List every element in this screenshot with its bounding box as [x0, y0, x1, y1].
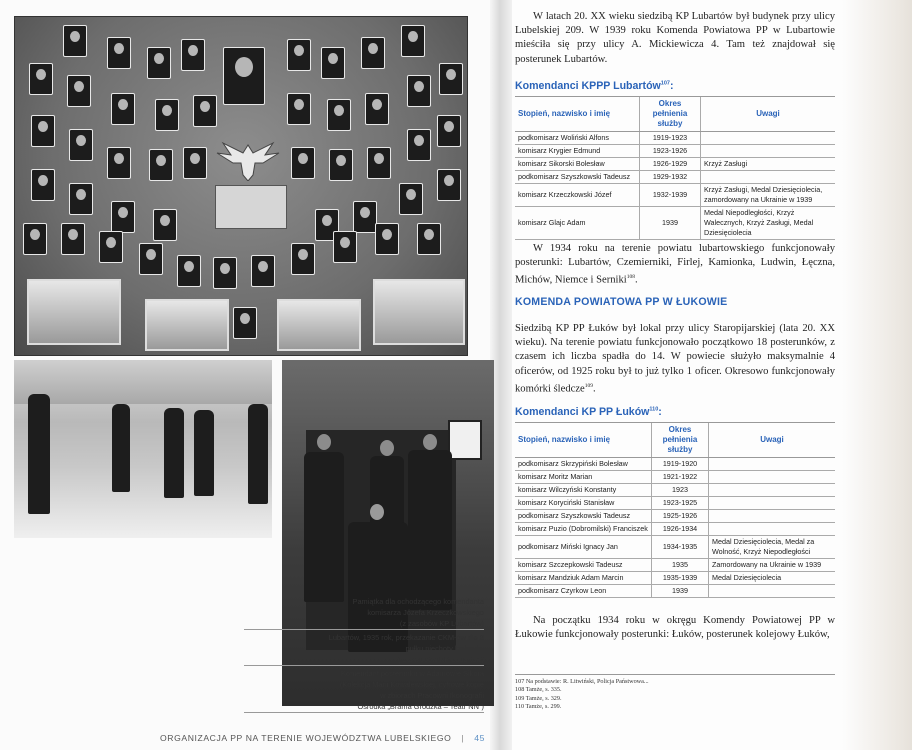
footnote: 109 Tamże, s. 329.	[515, 694, 562, 702]
eagle-crest-sign	[448, 420, 482, 460]
portrait	[183, 147, 207, 179]
cell-notes	[709, 458, 836, 471]
table-row	[515, 572, 835, 585]
portrait	[99, 231, 123, 263]
building-vignette	[373, 279, 465, 345]
officer-figure	[28, 394, 50, 514]
table-row	[515, 523, 835, 536]
portrait	[177, 255, 201, 287]
portrait	[61, 223, 85, 255]
portrait	[437, 169, 461, 201]
portrait	[139, 243, 163, 275]
cell-period: 1929-1932	[640, 171, 701, 184]
caption-line: Komendant posterunku w Adamowie Sikora	[341, 669, 484, 678]
paragraph-period: .	[634, 274, 638, 286]
portrait	[375, 223, 399, 255]
caption-source: ( z zasobów KP Lubartów)	[244, 654, 484, 666]
officer-head	[317, 434, 331, 450]
page-number: 45	[474, 733, 486, 743]
portrait	[147, 47, 171, 79]
cell-period: 1932-1939	[640, 184, 701, 207]
table-row	[515, 132, 835, 145]
portrait	[31, 169, 55, 201]
portrait	[63, 25, 87, 57]
table-row	[515, 536, 835, 559]
cell-notes	[701, 171, 836, 184]
table-row	[515, 184, 835, 207]
cell-notes: Krzyż Zasługi, Medal Dziesięciolecia, zamordowany na Ukrainie w 1939	[701, 184, 836, 207]
commanders-table-lukow	[515, 422, 835, 598]
cell-period: 1923-1926	[640, 145, 701, 158]
column-header: Okres pełnienia służby	[640, 97, 701, 132]
paragraph-lubartow: W latach 20. XX wieku siedzibą KP Lubartów był budynek przy ulicy Lubelskiej 209. W 1939 roku Komenda Powiatowa PP w Lubartowie mieściła się przy ulicy A. Mickiewicza 4. Tam też znajdował się posterunek Lubartów.	[515, 11, 835, 65]
portrait	[155, 99, 179, 131]
officer-figure	[248, 404, 268, 504]
portrait	[417, 223, 441, 255]
table-row	[515, 510, 835, 523]
footer-title: ORGANIZACJA PP NA TERENIE WOJEWÓDZTWA LUBELSKIEGO	[160, 733, 452, 743]
portrait	[361, 37, 385, 69]
page-edge-shadow	[842, 0, 912, 750]
cell-name: komisarz Moritz Marian	[515, 471, 652, 484]
caption-line: Lubartów, 1935 rok, przekazanie CKM-ów dla 8	[328, 633, 484, 642]
portrait	[111, 93, 135, 125]
officer-figure	[408, 450, 452, 610]
officer-head	[380, 440, 394, 456]
portrait	[333, 231, 357, 263]
table-header-row	[515, 97, 835, 132]
cell-notes	[709, 484, 836, 497]
caption-line: (Kolekcja Marii Kowalewskiej, cyfrowe kopie	[339, 680, 484, 689]
cell-notes	[709, 471, 836, 484]
caption-parade	[244, 632, 484, 666]
cell-period: 1925-1926	[652, 510, 709, 523]
paragraph-lukow	[515, 322, 835, 397]
running-footer	[160, 733, 485, 743]
officer-figure	[164, 408, 184, 498]
cell-notes	[709, 510, 836, 523]
cell-period: 1939	[652, 585, 709, 598]
cell-notes	[701, 132, 836, 145]
cell-name: podkomisarz Szyszkowski Tadeusz	[515, 510, 652, 523]
cell-notes: Krzyż Zasługi	[701, 158, 836, 171]
portrait	[437, 115, 461, 147]
cell-name: podkomisarz Skrzypiński Bolesław	[515, 458, 652, 471]
table-row	[515, 559, 835, 572]
table-row	[515, 497, 835, 510]
caption-line: pułku piechoty legionów	[405, 644, 484, 653]
column-header: Uwagi	[701, 97, 836, 132]
cell-period: 1926-1934	[652, 523, 709, 536]
portrait	[69, 183, 93, 215]
portrait	[181, 39, 205, 71]
portrait	[365, 93, 389, 125]
footnotes	[515, 674, 835, 712]
cell-notes: Medal Dziesięciolecia	[709, 572, 836, 585]
column-header: Stopień, nazwisko i imię	[515, 97, 640, 132]
officer-head	[423, 434, 437, 450]
portrait	[251, 255, 275, 287]
building-vignette	[145, 299, 229, 351]
building-backdrop	[14, 360, 272, 404]
officer-figure	[304, 452, 344, 602]
paragraph-posterunki-1934	[515, 242, 835, 288]
footnote: 107 Na podstawie: R. Litwiński, Policja Państwowa...	[515, 678, 649, 685]
cell-name: podkomisarz Miński Ignacy Jan	[515, 536, 652, 559]
table-row	[515, 484, 835, 497]
portrait	[439, 63, 463, 95]
portrait	[353, 201, 377, 233]
portrait	[193, 95, 217, 127]
table-row	[515, 585, 835, 598]
cell-name: komisarz Koryciński Stanisław	[515, 497, 652, 510]
portrait	[31, 115, 55, 147]
cell-period: 1919-1923	[640, 132, 701, 145]
cell-period: 1926-1929	[640, 158, 701, 171]
cell-name: komisarz Puzio (Dobromilski) Franciszek	[515, 523, 652, 536]
cell-name: komisarz Glajc Adam	[515, 207, 640, 240]
footnote-ref: 108	[626, 274, 635, 281]
parade-photo	[14, 360, 272, 538]
cell-period: 1919-1920	[652, 458, 709, 471]
portrait	[291, 147, 315, 179]
paragraph-text: Siedzibą KP PP Łuków był lokal przy ulicy Staropijarskiej (lata 20. XX wieku). Na terenie powiatu funkcjonowało początkowo 18 posterunków, z czasem ich liczba spadła do 14. W powiecie służyło maksymalnie 4 oficerów, od 1925 roku był to już tylko 1 oficer. Okresowo funkcjonowały komórki śledcze	[515, 323, 835, 395]
portrait	[149, 149, 173, 181]
footnote-ref: 110	[649, 406, 659, 413]
caption-source: (z zasobów KP Lubartów)	[244, 618, 484, 630]
portrait	[329, 149, 353, 181]
table-title-colon: :	[658, 406, 662, 418]
portrait	[29, 63, 53, 95]
table-row	[515, 171, 835, 184]
cell-name: podkomisarz Szyszkowski Tadeusz	[515, 171, 640, 184]
cell-name: komisarz Sikorski Bolesław	[515, 158, 640, 171]
column-header: Okres pełnienia służby	[652, 423, 709, 458]
portrait	[291, 243, 315, 275]
portrait	[407, 75, 431, 107]
cell-notes: Medal Dziesięciolecia, Medal za Wolność, Krzyż Niepodległości	[709, 536, 836, 559]
table-row	[515, 207, 835, 240]
table-title-colon: :	[669, 80, 674, 92]
table-row	[515, 458, 835, 471]
column-header: Uwagi	[709, 423, 836, 458]
cell-notes	[709, 523, 836, 536]
table-title-lukow	[515, 406, 662, 418]
paragraph-text: W 1934 roku na terenie powiatu lubartowskiego funkcjonowały posterunki: Lubartów, Czemierniki, Firlej, Kamionka, Ludwin, Łęczna, Michów, Niemce i Serniki	[515, 243, 835, 286]
paragraph-posterunki-lukow: Na początku 1934 roku w okręgu Komendy Powiatowej PP w Łukowie funkcjonowały posterunki: Łuków, posterunek kolejowy Łuków,	[515, 615, 835, 641]
table-title-lubartow	[515, 80, 674, 92]
table-row	[515, 158, 835, 171]
table-header-row	[515, 423, 835, 458]
cell-period: 1935-1939	[652, 572, 709, 585]
church-vignette	[277, 299, 361, 351]
cell-name: komisarz Krygier Edmund	[515, 145, 640, 158]
portrait	[213, 257, 237, 289]
caption-line: w zbiorach Pracowni Ikonografii	[380, 691, 484, 700]
portrait	[111, 201, 135, 233]
cell-period: 1934-1935	[652, 536, 709, 559]
footnote: 110 Tamże, s. 299.	[515, 703, 562, 711]
table-row	[515, 145, 835, 158]
officer-figure	[112, 404, 130, 492]
portrait-main	[223, 47, 265, 105]
cell-period: 1923-1925	[652, 497, 709, 510]
table-row	[515, 471, 835, 484]
caption-line: Pamiątka dla ochodzącego komendanta	[352, 597, 484, 606]
cell-notes	[709, 585, 836, 598]
table-title-text: Komendanci KP PP Łuków	[515, 406, 650, 418]
portrait	[67, 75, 91, 107]
portrait	[153, 209, 177, 241]
portrait	[287, 93, 311, 125]
caption-line: komisarza Józefa Krzeczkowskiego	[367, 608, 484, 617]
cell-name: komisarz Szczepkowski Tadeusz	[515, 559, 652, 572]
cell-notes: Zamordowany na Ukrainie w 1939	[709, 559, 836, 572]
section-title: KOMENDA POWIATOWA PP W ŁUKOWIE	[515, 296, 728, 308]
commanders-table-lubartow	[515, 96, 835, 240]
officer-head	[370, 504, 384, 520]
cell-period: 1935	[652, 559, 709, 572]
portrait	[233, 307, 257, 339]
portrait	[107, 147, 131, 179]
portrait	[321, 47, 345, 79]
cell-notes: Medal Niepodległości, Krzyż Walecznych, Krzyż Zasługi, Medal Dziesięciolecia	[701, 207, 836, 240]
portrait	[107, 37, 131, 69]
cell-name: komisarz Wilczyński Konstanty	[515, 484, 652, 497]
cell-name: komisarz Krzeczkowski Józef	[515, 184, 640, 207]
portrait	[327, 99, 351, 131]
commemorative-tableau-photo	[14, 16, 468, 356]
paragraph-period: .	[592, 383, 596, 395]
column-header: Stopień, nazwisko i imię	[515, 423, 652, 458]
building-vignette	[27, 279, 121, 345]
cell-name: komisarz Mandziuk Adam Marcin	[515, 572, 652, 585]
portrait	[367, 147, 391, 179]
caption-group	[244, 668, 484, 713]
cell-period: 1939	[640, 207, 701, 240]
cell-name: podkomisarz Woliński Alfons	[515, 132, 640, 145]
portrait	[23, 223, 47, 255]
eagle-emblem-icon	[213, 137, 283, 181]
cell-notes	[701, 145, 836, 158]
cell-period: 1921-1922	[652, 471, 709, 484]
footer-separator: |	[461, 733, 465, 743]
table-title-text: Komendanci KPPP Lubartów	[515, 80, 661, 92]
portrait	[407, 129, 431, 161]
caption-tableau	[244, 596, 484, 630]
portrait	[399, 183, 423, 215]
portrait	[69, 129, 93, 161]
footnote: 108 Tamże, s. 335.	[515, 686, 562, 694]
dedication-plaque	[215, 185, 287, 229]
footnote-ref: 107	[660, 80, 670, 87]
cell-notes	[709, 497, 836, 510]
officer-figure	[194, 410, 214, 496]
caption-source: Ośrodka „Brama Grodzka – Teatr NN")	[244, 701, 484, 713]
cell-name: podkomisarz Czyrkow Leon	[515, 585, 652, 598]
portrait	[287, 39, 311, 71]
portrait	[401, 25, 425, 57]
footnote-ref: 109	[584, 382, 593, 389]
cell-period: 1923	[652, 484, 709, 497]
